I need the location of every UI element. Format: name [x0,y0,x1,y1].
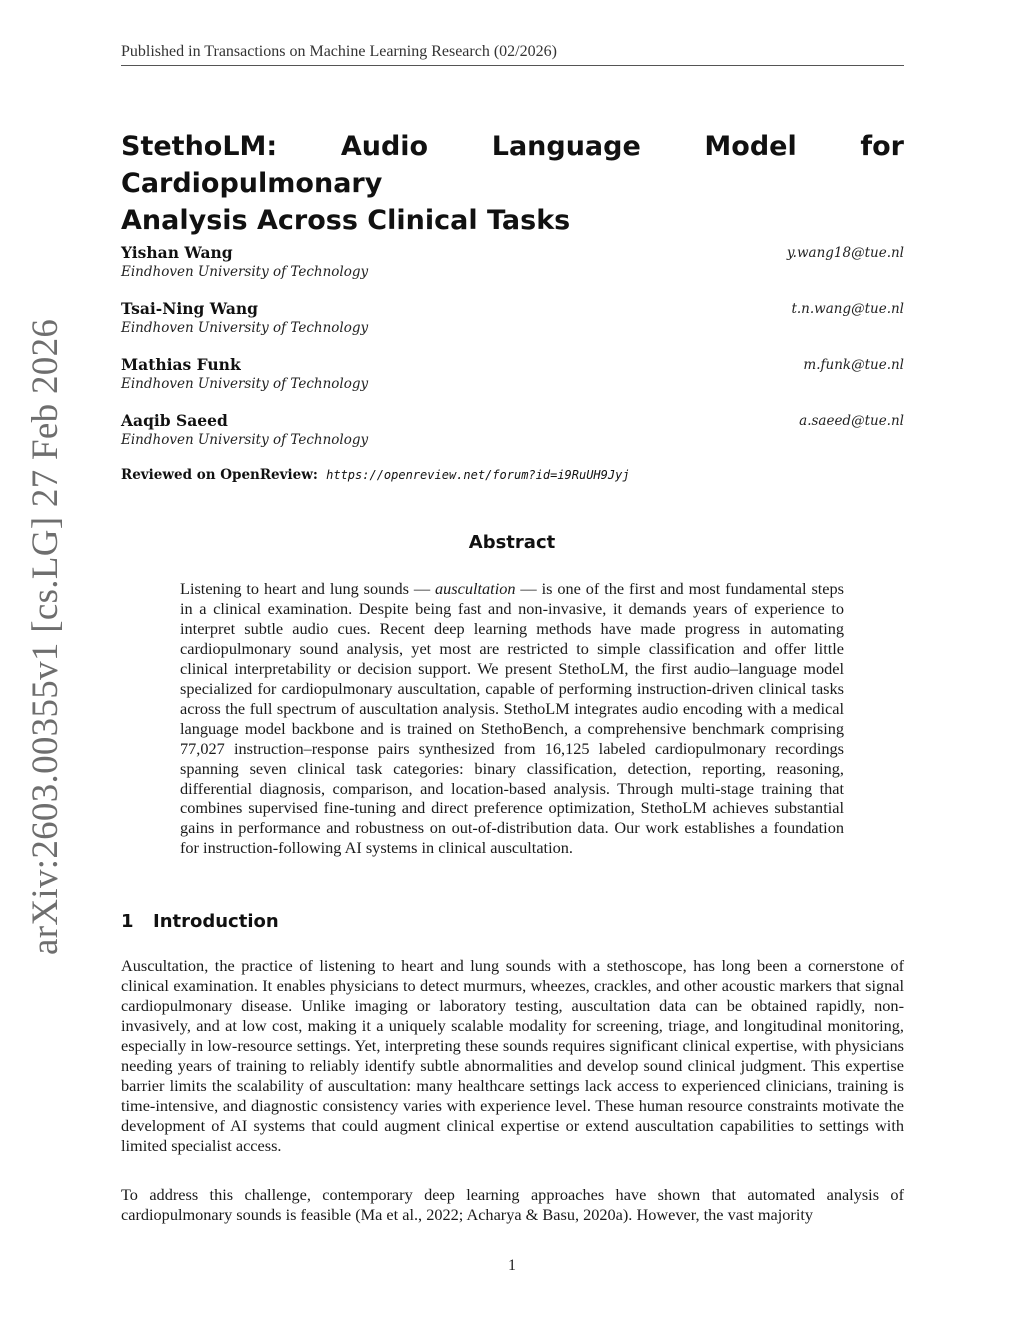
author-name: Mathias Funk [121,355,241,374]
author-block [121,411,904,467]
intro-paragraph-1: Auscultation, the practice of listening to heart and lung sounds with a stethoscope, has long been a cornerstone of clinical examination. It enables physicians to detect murmurs, wheezes, crackles, and other acoustic markers that signal cardiopulmonary disease. Unlike imaging or laboratory testing, auscultation data can be obtained rapidly, non-invasively, and at low cost, making it a uniquely scalable modality for screening, triage, and longitudinal monitoring, especially in low-resource settings. Yet, interpreting these sounds requires significant clinical expertise, with physicians needing years of training to reliably identify subtle abnormalities and develop sound clinical judgment. This expertise barrier limits the scalability of auscultation: many healthcare settings lack access to experienced clinicians, training is time-intensive, and diagnostic consistency varies with experience level. These human resource constraints motivate the development of AI systems that could augment clinical expertise or extend auscultation capabilities to settings with limited specialist access. [121,956,904,1155]
paper-title-line-2: Analysis Across Clinical Tasks [121,205,571,236]
paper-title [121,128,904,239]
running-header: Published in Transactions on Machine Learning Research (02/2026) [121,43,904,66]
section-heading-introduction [121,911,279,932]
author-email: m.funk@tue.nl [803,357,904,373]
author-affiliation: Eindhoven University of Technology [121,432,369,448]
arxiv-identifier-stamp: arXiv:2603.00355v1 [cs.LG] 27 Feb 2026 [25,318,66,955]
abstract-text-start: Listening to heart and lung sounds — [180,579,436,598]
author-email: t.n.wang@tue.nl [791,301,904,317]
openreview-label: Reviewed on OpenReview: [121,467,318,483]
openreview-link[interactable]: https://openreview.net/forum?id=i9RuUH9Jyj [326,468,630,482]
intro-paragraph-2: To address this challenge, contemporary deep learning approaches have shown that automated analysis of cardiopulmonary sounds is feasible (Ma et al., 2022; Acharya & Basu, 2020a). However, the vast majority [121,1185,904,1224]
author-list [121,243,904,467]
abstract-text-rest: — is one of the first and most fundamental steps in a clinical examination. Despite being fast and non-invasive, it demands years of experience to interpret subtle audio cues. Recent deep learning methods have made progress in automating cardiopulmonary sound analysis, yet most are restricted to simple classification and offer little clinical interpretability or decision support. We present StethoLM, the first audio–language model specialized for cardiopulmonary auscultation, capable of performing instruction-driven clinical tasks across the full spectrum of auscultation analysis. StethoLM integrates audio encoding with a medical language model backbone and is trained on StethoBench, a comprehensive benchmark comprising 77,027 instruction–response pairs synthesized from 16,125 labeled cardiopulmonary recordings spanning seven clinical task categories: binary classification, detection, reporting, reasoning, differential diagnosis, comparison, and location-based analysis. Through multi-stage training that combines supervised fine-tuning and direct preference optimization, StethoLM achieves substantial gains in performance and robustness on out-of-distribution data. Our work establishes a foundation for instruction-following AI systems in clinical auscultation. [180,579,845,858]
author-affiliation: Eindhoven University of Technology [121,376,369,392]
author-name: Aaqib Saeed [121,411,228,430]
author-name: Yishan Wang [121,243,233,262]
author-affiliation: Eindhoven University of Technology [121,320,369,336]
author-block [121,299,904,355]
section-title: Introduction [153,911,279,932]
openreview-line [121,467,904,483]
abstract-body [180,579,844,858]
author-block [121,243,904,299]
abstract-heading: Abstract [468,532,556,553]
abstract-emphasis: auscultation [435,579,516,598]
paper-title-line-1: StethoLM: Audio Language Model for Cardiopulmonary [121,131,904,199]
author-email: y.wang18@tue.nl [786,245,904,261]
author-name: Tsai-Ning Wang [121,299,258,318]
section-number: 1 [121,911,134,932]
author-affiliation: Eindhoven University of Technology [121,264,369,280]
author-email: a.saeed@tue.nl [799,413,904,429]
page-number: 1 [508,1257,516,1274]
author-block [121,355,904,411]
